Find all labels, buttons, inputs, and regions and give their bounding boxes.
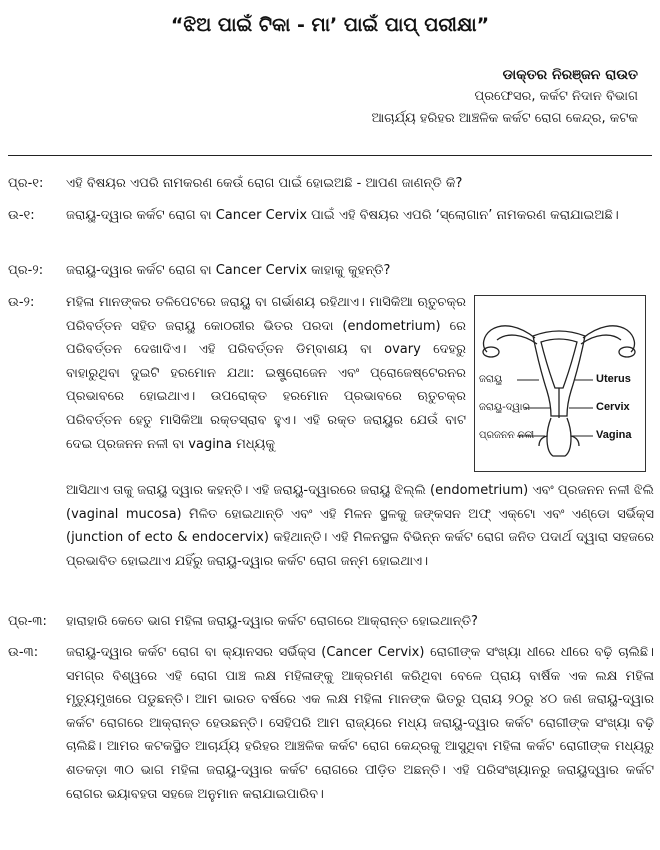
author-block [218,64,638,130]
answer-1 [8,204,654,228]
answer-text: ମହିଳା ମାନଙ୍କର ତଳିପେଟରେ ଜରାୟୁ ବା ଗର୍ଭାଶୟ ରହିଥାଏ। ମାସିକିଆ ଋତୁଚକ୍ର ପରିବର୍ତ୍ତନ ସହିତ ଜରାୟୁ କୋଠରୀର ଭିତର ପରଦା (endometrium) ରେ ପରିବର୍ତ୍ତନ ଦେଖାଦିଏ। ଏହି ପରିବର୍ତ୍ତନ ଡିମ୍ବାଶୟ ବା ovary ଦେହରୁ ବାହାରୁଥିବା ଦୁଇଟି ହରମୋନ ଯଥା: ଇଷ୍ଟ୍ରୋଜେନ ଏବଂ ପ୍ରୋଜେଷ୍ଟେରନର ପ୍ରଭାବରେ ହୋଇଥାଏ। ଉପରୋକ୍ତ ହରମୋନ ପ୍ରଭାବରେ ଋତୁଚକ୍ର ପରିବର୍ତ୍ତନ ହେତୁ ମାସିକିଆ ରକ୍ତସ୍ରାବ ହୁଏ। ଏହି ରକ୍ତ ଜରାୟୁର ଯେଉଁ ବାଟ ଦେଇ ପ୍ରଜନନ ନଳୀ ବା vagina ମଧ୍ୟକୁ [66,295,466,452]
answer-2-part-b [8,479,654,573]
author-designation: ପ୍ରଫେସର, କର୍କଟ ନିଦାନ ବିଭାଗ [474,89,638,104]
label-uterus-en: Uterus [596,373,631,385]
answer-text: ଆସିଥାଏ ତାକୁ ଜରାୟୁ ଦ୍ୱାର କହନ୍ତି। ଏହି ଜରାୟୁ-ଦ୍ୱାରରେ ଜରାୟୁ ଝିଲ୍ଲି (endometrium) ଏବଂ ପ୍ରଜନନ ନଳୀ ଝିଲି (vaginal mucosa) ମିଳିତ ହୋଇଥାନ୍ତି ଏବଂ ଏହି ମିଳନ ସ୍ଥଳକୁ ଜଙ୍କସନ ଅଫ୍ ଏକ୍ଟୋ ଏବଂ ଏଣ୍ଡୋ ସର୍ଭିକ୍ସ (junction of ecto & endocervix) କହିଥାନ୍ତି। ଏହି ମିଳନସ୍ଥଳ ବିଭିନ୍ନ କର୍କଟ ରୋଗ ଜନିତ ପଦାର୍ଥ ଦ୍ୱାରା ସହଜରେ ପ୍ରଭାବିତ ହୋଇଥାଏ ଯହିଁରୁ ଜରାୟୁ-ଦ୍ୱାର କର୍କଟ ରୋଗ ଜନ୍ମ ହୋଇଥାଏ। [66,483,654,569]
label-cervix-en: Cervix [596,401,630,413]
question-text: ଏହି ବିଷୟର ଏପରି ନାମକରଣ କେଉଁ ରୋଗ ପାଇଁ ହୋଇଅଛି - ଆପଣ ଜାଣନ୍ତି କି? [66,176,463,191]
uterus-diagram [474,295,646,472]
question-text: ହାରାହାରି କେତେ ଭାଗ ମହିଳା ଜରାୟୁ-ଦ୍ୱାର କର୍କଟ ରୋଗରେ ଆକ୍ରାନ୍ତ ହୋଇଥାନ୍ତି? [66,614,478,629]
question-1 [8,172,654,196]
question-label: ପ୍ର-୧: [8,176,44,191]
label-vagina-or: ପ୍ରଜନନ ନଳୀ [479,430,535,441]
question-text: ଜରାୟୁ-ଦ୍ୱାର କର୍କଟ ରୋଗ ବା Cancer Cervix କାହାକୁ କୁହନ୍ତି? [66,263,391,278]
author-institution: ଆଚାର୍ଯ୍ୟ ହରିହର ଆଞ୍ଚଳିକ କର୍କଟ ରୋଗ କେନ୍ଦ୍ର, କଟକ [371,111,638,126]
answer-label: ଉ-୩: [8,645,39,660]
answer-label: ଉ-୨: [8,295,35,310]
answer-3 [8,641,654,806]
label-uterus-or: ଜରାୟୁ [479,374,503,385]
label-vagina-en: Vagina [596,429,632,441]
answer-text: ଜରାୟୁ-ଦ୍ୱାର କର୍କଟ ରୋଗ ବା କ୍ୟାନସର ସର୍ଭିକ୍ସ (Cancer Cervix) ରୋଗୀଙ୍କ ସଂଖ୍ୟା ଧୀରେ ଧୀରେ ବଢ଼ି ଚାଲିଛି। ସମଗ୍ର ବିଶ୍ୱରେ ଏହି ରୋଗ ପାଞ୍ଚ ଲକ୍ଷ ମହିଳାଙ୍କୁ ଆକ୍ରମଣ କରିଥିବା ବେଳେ ପ୍ରାୟ ବାର୍ଷିକ ଏକ ଲକ୍ଷ ମହିଳା ମୃତ୍ୟୁମୁଖରେ ପଡୁଛନ୍ତି। ଆମ ଭାରତ ବର୍ଷରେ ଏକ ଲକ୍ଷ ମହିଳା ମାନଙ୍କ ଭିତରୁ ପ୍ରାୟ ୨୦ରୁ ୪୦ ଜଣ ଜରାୟୁ-ଦ୍ୱାର କର୍କଟ ରୋଗରେ ଆକ୍ରାନ୍ତ ହେଉଛନ୍ତି। ସେହିପରି ଆମ ରାଜ୍ୟରେ ମଧ୍ୟ ଜରାୟୁ-ଦ୍ୱାର କର୍କଟ ରୋଗୀଙ୍କ ସଂଖ୍ୟା ବଢ଼ି ଚାଲିଛି। ଆମର କଟକସ୍ଥିତ ଆଚାର୍ଯ୍ୟ ହରିହର ଆଞ୍ଚଳିକ କର୍କଟ ରୋଗ କେନ୍ଦ୍ରକୁ ଆସୁଥିବା ମହିଳା କର୍କଟ ରୋଗୀଙ୍କ ମଧ୍ୟରୁ ଶତକଡ଼ା ୩୦ ଭାଗ ମହିଳା ଜରାୟୁ-ଦ୍ୱାର କର୍କଟ ରୋଗରେ ପୀଡ଼ିତ ଅଛନ୍ତି। ଏହି ପରିସଂଖ୍ୟାନରୁ ଜରାୟୁଦ୍ୱାର କର୍କଟ ରୋଗର ଭୟାବହତା ସହଜେ ଅନୁମାନ କରାଯାଇପାରିବ। [66,645,654,802]
divider [8,155,652,156]
answer-2-part-a [8,291,466,456]
answer-label: ଉ-୧: [8,208,35,223]
author-name: ଡାକ୍ତର ନିରଞ୍ଜନ ରାଉତ [502,67,638,83]
question-2 [8,259,654,283]
question-3 [8,610,654,634]
page-title: “ଝିଅ ପାଇଁ ଟିକା - ମା’ ପାଇଁ ପାପ୍ ପରୀକ୍ଷା” [170,14,490,36]
question-label: ପ୍ର-୨: [8,263,44,278]
label-cervix-or: ଜରାୟୁ-ଦ୍ୱାର [479,402,531,413]
question-label: ପ୍ର-୩: [8,614,47,629]
answer-text: ଜରାୟୁ-ଦ୍ୱାର କର୍କଟ ରୋଗ ବା Cancer Cervix ପାଇଁ ଏହି ବିଷୟର ଏପରି ‘ସ୍ଲୋଗାନ’ ନାମକରଣ କରାଯାଇଅଛି। [66,208,619,223]
